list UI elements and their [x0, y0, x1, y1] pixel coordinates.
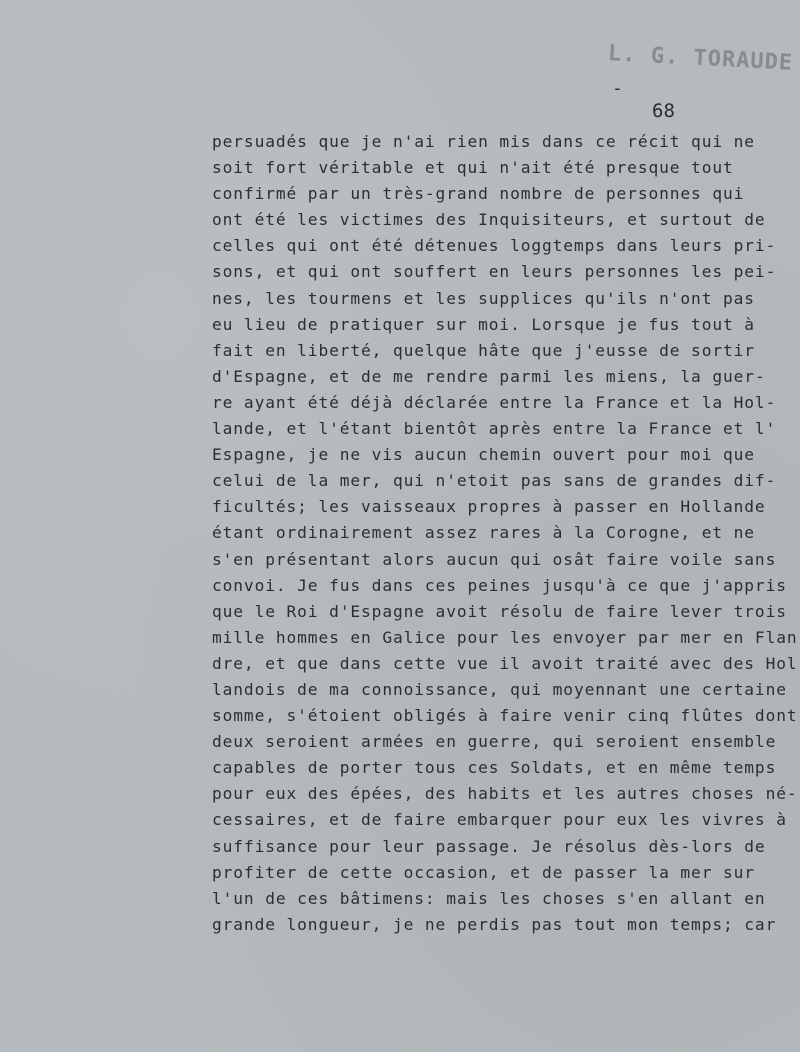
text-line: l'un de ces bâtimens: mais les choses s'en allant en: [212, 888, 766, 908]
text-line: soit fort véritable et qui n'ait été presque tout: [212, 158, 734, 178]
text-line: somme, s'étoient obligés à faire venir cinq flûtes dont: [212, 706, 798, 726]
text-line: fait en liberté, quelque hâte que j'eusse de sortir: [212, 340, 755, 360]
page-number: 68: [652, 100, 675, 122]
text-line: convoi. Je fus dans ces peines jusqu'à ce que j'appris: [212, 575, 787, 595]
text-line: sons, et qui ont souffert en leurs personnes les pei-: [212, 262, 777, 282]
text-line: ont été les victimes des Inquisiteurs, et surtout de: [212, 210, 766, 230]
text-line: confirmé par un très-grand nombre de personnes qui: [212, 184, 745, 204]
text-line: ficultés; les vaisseaux propres à passer en Hollande: [212, 497, 766, 517]
text-line: pour eux des épées, des habits et les autres choses né-: [212, 784, 798, 804]
text-line: cessaires, et de faire embarquer pour eux les vivres à: [212, 810, 787, 830]
page-number-dash: -: [612, 78, 623, 99]
text-line: mille hommes en Galice pour les envoyer par mer en Flan: [212, 627, 798, 647]
text-line: étant ordinairement assez rares à la Corogne, et ne: [212, 523, 755, 543]
text-line: d'Espagne, et de me rendre parmi les miens, la guer-: [212, 366, 766, 386]
text-line: grande longueur, je ne perdis pas tout mon temps; car: [212, 914, 777, 934]
body-text: [212, 129, 798, 938]
text-line: deux seroient armées en guerre, qui seroient ensemble: [212, 732, 777, 752]
text-line: celles qui ont été détenues loggtemps dans leurs pri-: [212, 236, 777, 256]
text-line: nes, les tourmens et les supplices qu'ils n'ont pas: [212, 288, 755, 308]
text-line: Espagne, je ne vis aucun chemin ouvert pour moi que: [212, 445, 755, 465]
text-line: profiter de cette occasion, et de passer la mer sur: [212, 862, 755, 882]
text-line: persuadés que je n'ai rien mis dans ce récit qui ne: [212, 132, 755, 151]
text-line: re ayant été déjà déclarée entre la France et la Hol-: [212, 392, 777, 412]
text-line: que le Roi d'Espagne avoit résolu de faire lever trois: [212, 601, 787, 621]
text-line: capables de porter tous ces Soldats, et en même temps: [212, 758, 777, 778]
text-line: celui de la mer, qui n'etoit pas sans de grandes dif-: [212, 471, 777, 491]
text-line: eu lieu de pratiquer sur moi. Lorsque je fus tout à: [212, 314, 755, 334]
text-line: s'en présentant alors aucun qui osât faire voile sans: [212, 549, 777, 569]
text-line: landois de ma connoissance, qui moyennant une certaine: [212, 679, 787, 699]
text-line: lande, et l'étant bientôt après entre la France et l': [212, 419, 777, 439]
text-line: suffisance pour leur passage. Je résolus dès-lors de: [212, 836, 766, 856]
library-stamp: L. G. TORAUDE: [607, 41, 794, 76]
text-line: dre, et que dans cette vue il avoit traité avec des Hol: [212, 653, 798, 673]
